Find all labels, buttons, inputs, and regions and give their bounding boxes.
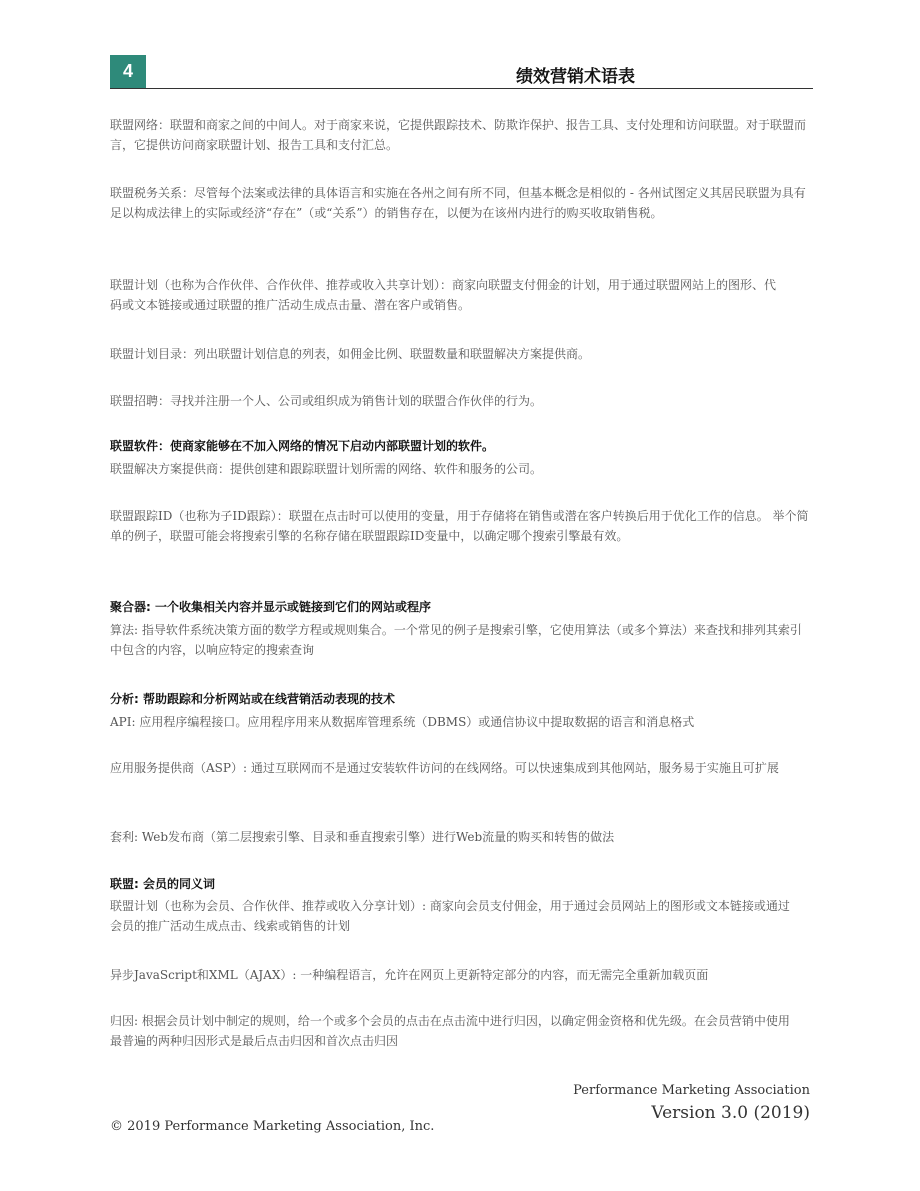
glossary-entry: 异步JavaScript和XML（AJAX）: 一种编程语言，允许在网页上更新特定部分的内容，而无需完全重新加载页面 <box>110 968 709 982</box>
header-divider <box>110 88 813 89</box>
glossary-entry: 联盟计划（也称为合作伙伴、合作伙伴、推荐或收入共享计划）：商家向联盟支付佣金的计划，用于通过联盟网站上的图形、代码或文本链接或通过联盟的推广活动生成点击量、潜在客户或销售。 <box>110 278 777 312</box>
glossary-heading: 分析: 帮助跟踪和分析网站或在线营销活动表现的技术 <box>110 692 395 706</box>
page-title: 绩效营销术语表 <box>516 67 635 87</box>
glossary-entry: 联盟计划（也称为会员、合作伙伴、推荐或收入分享计划）: 商家向会员支付佣金，用于通过会员网站上的图形或文本链接或通过会员的推广活动生成点击、线索或销售的计划 <box>110 899 790 933</box>
glossary-entry: 算法: 指导软件系统决策方面的数学方程或规则集合。一个常见的例子是搜索引擎，它使用算法（或多个算法）来查找和排列其索引中包含的内容，以响应特定的搜索查询 <box>110 623 802 657</box>
glossary-entry: 联盟跟踪ID（也称为子ID跟踪）：联盟在点击时可以使用的变量，用于存储将在销售或潜在客户转换后用于优化工作的信息。 举个简单的例子，联盟可能会将搜索引擎的名称存储在联盟跟踪ID变量中，以确定哪个搜索引擎最有效。 <box>110 509 809 543</box>
footer-version: Version 3.0 (2019) <box>651 1103 810 1123</box>
glossary-entry: API: 应用程序编程接口。应用程序用来从数据库管理系统（DBMS）或通信协议中提取数据的语言和消息格式 <box>110 715 695 729</box>
footer-copyright: © 2019 Performance Marketing Association, Inc. <box>110 1119 435 1134</box>
glossary-entry: 应用服务提供商（ASP）: 通过互联网而不是通过安装软件访问的在线网络。可以快速集成到其他网站，服务易于实施且可扩展 <box>110 761 779 775</box>
glossary-heading: 聚合器: 一个收集相关内容并显示或链接到它们的网站或程序 <box>110 600 431 614</box>
glossary-entry: 套利: Web发布商（第二层搜索引擎、目录和垂直搜索引擎）进行Web流量的购买和转售的做法 <box>110 830 615 844</box>
glossary-entry: 联盟招聘：寻找并注册一个人、公司或组织成为销售计划的联盟合作伙伴的行为。 <box>110 394 543 408</box>
footer-organization: Performance Marketing Association <box>573 1083 810 1098</box>
glossary-heading: 联盟软件：使商家能够在不加入网络的情况下启动内部联盟计划的软件。 <box>110 439 495 453</box>
glossary-entry: 联盟网络：联盟和商家之间的中间人。对于商家来说，它提供跟踪技术、防欺诈保护、报告工具、支付处理和访问联盟。对于联盟而言，它提供访问商家联盟计划、报告工具和支付汇总。 <box>110 118 807 152</box>
page-header <box>110 55 813 90</box>
glossary-heading: 联盟: 会员的同义词 <box>110 877 215 891</box>
glossary-entry: 联盟税务关系：尽管每个法案或法律的具体语言和实施在各州之间有所不同，但基本概念是相似的 - 各州试图定义其居民联盟为具有足以构成法律上的实际或经济“存在”（或“关系”）的销售存在，以便为在该州内进行的购买收取销售税。 <box>110 186 806 220</box>
glossary-entry: 联盟解决方案提供商：提供创建和跟踪联盟计划所需的网络、软件和服务的公司。 <box>110 462 543 476</box>
glossary-entry: 归因: 根据会员计划中制定的规则，给一个或多个会员的点击在点击流中进行归因，以确定佣金资格和优先级。在会员营销中使用最普遍的两种归因形式是最后点击归因和首次点击归因 <box>110 1014 790 1048</box>
glossary-entry: 联盟计划目录：列出联盟计划信息的列表，如佣金比例、联盟数量和联盟解决方案提供商。 <box>110 347 591 361</box>
page-number-badge: 4 <box>110 55 146 88</box>
